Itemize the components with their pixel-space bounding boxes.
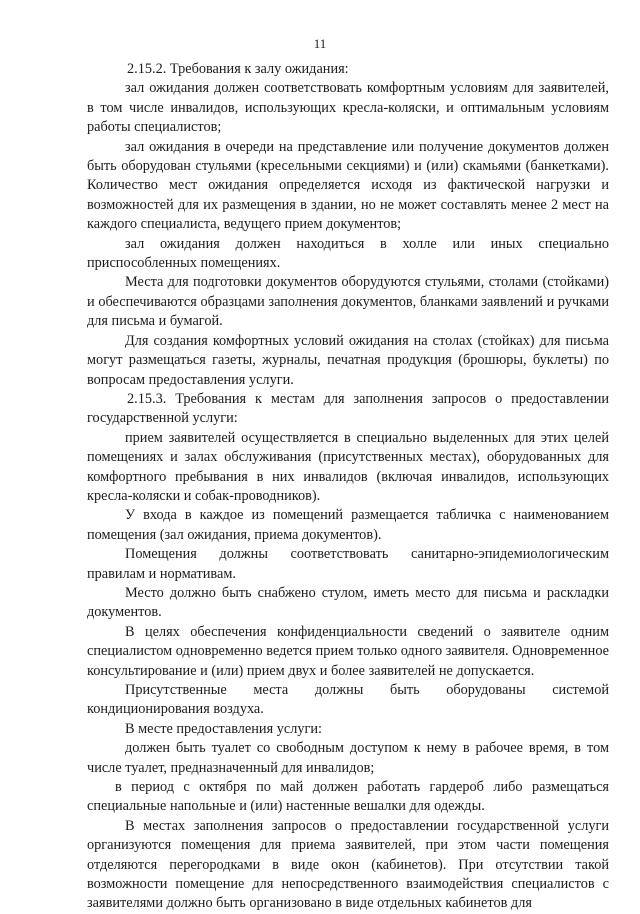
- paragraph: в период с октября по май должен работать гардероб либо размещаться специальные напольные и (или) настенные вешалки для одежды.: [87, 779, 609, 815]
- paragraph: Места для подготовки документов оборудуются стульями, столами (стойками) и обеспечиваются образцами заполнения документов, бланками заявлений и ручками для письма и бумагой.: [87, 274, 609, 330]
- paragraph: должен быть туалет со свободным доступом к нему в рабочее время, в том числе туалет, предназначенный для инвалидов;: [87, 740, 609, 776]
- paragraph: Помещения должны соответствовать санитарно-эпидемиологическим правилам и нормативам.: [87, 546, 609, 582]
- paragraph: Присутственные места должны быть оборудованы системой кондиционирования воздуха.: [87, 682, 609, 718]
- paragraph: У входа в каждое из помещений размещается табличка с наименованием помещения (зал ожидания, приема документов).: [87, 507, 609, 543]
- page-number: 11: [313, 36, 327, 51]
- paragraph-section-2-15-3-heading: 2.15.3. Требования к местам для заполнения запросов о предоставлении государственной услуги:: [87, 390, 609, 427]
- document-body: [87, 60, 609, 914]
- paragraph: прием заявителей осуществляется в специально выделенных для этих целей помещениях и залах обслуживания (присутственных местах), оборудованных для комфортного пребывания в них инвалидов (включая инвалидов, использующих кресла-коляски и собак-проводников).: [87, 429, 609, 504]
- paragraph: Место должно быть снабжено стулом, иметь место для письма и раскладки документов.: [87, 584, 609, 621]
- paragraph: В целях обеспечения конфиденциальности сведений о заявителе одним специалистом одновременно ведется прием только одного заявителя. Одновременное консультирование и (или) прием двух и более заявителей не допускается.: [87, 623, 609, 679]
- paragraph: Для создания комфортных условий ожидания на столах (стойках) для письма могут размещаться газеты, журналы, печатная продукция (брошюры, буклеты) по вопросам предоставления услуги.: [87, 332, 609, 388]
- paragraph-section-2-15-2-heading: 2.15.2. Требования к залу ожидания:: [127, 61, 349, 77]
- paragraph: В местах заполнения запросов о предоставлении государственной услуги организуются помещения для приема заявителей, при этом части помещения отделяются перегородками в виде окон (кабинетов). При отсутствии такой возможности помещение для непосредственного взаимодействия специалистов с заявителями должно быть организовано в виде отдельных кабинетов для: [87, 817, 609, 912]
- paragraph: зал ожидания в очереди на представление или получение документов должен быть оборудован стульями (кресельными секциями) и (или) скамьями (банкетками). Количество мест ожидания определяется исходя из фактической нагрузки и возможностей для их размещения в здании, но не может составлять менее 2 мест на каждого специалиста, ведущего прием документов;: [87, 138, 609, 233]
- paragraph: зал ожидания должен находиться в холле или иных специально приспособленных помещениях.: [87, 235, 609, 272]
- paragraph: В месте предоставления услуги:: [125, 720, 322, 737]
- paragraph: зал ожидания должен соответствовать комфортным условиям для заявителей, в том числе инвалидов, использующих кресла-коляски, и оптимальным условиям работы специалистов;: [87, 80, 609, 136]
